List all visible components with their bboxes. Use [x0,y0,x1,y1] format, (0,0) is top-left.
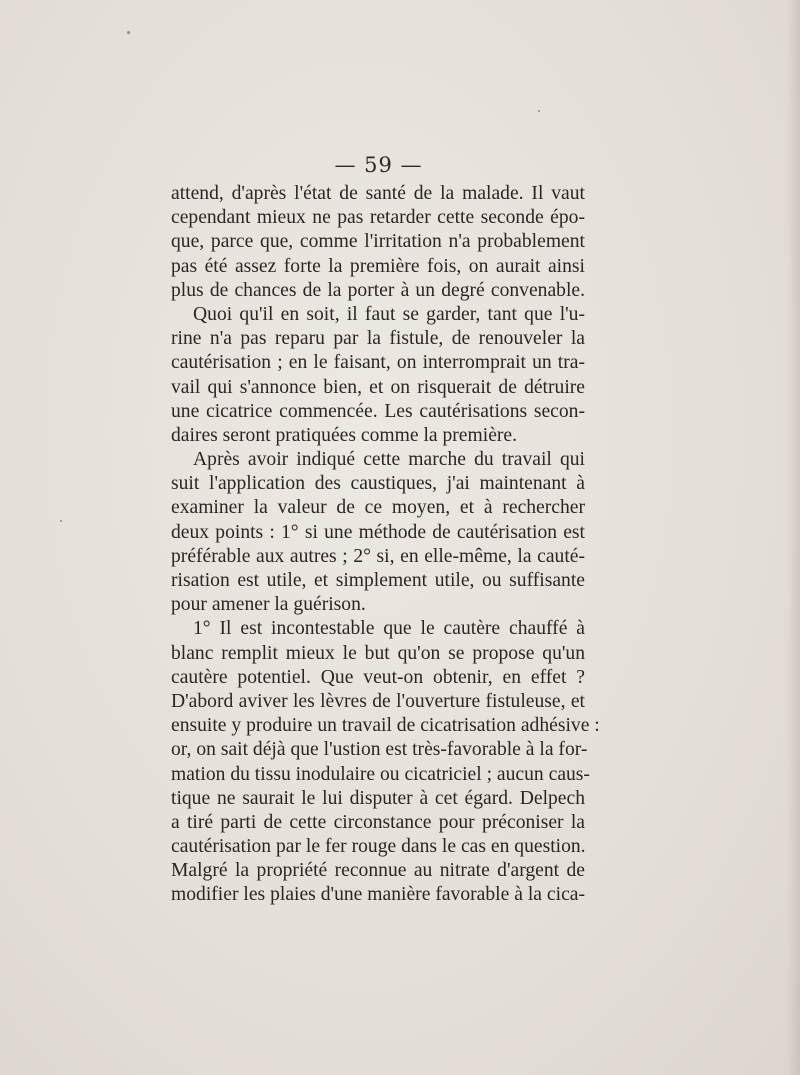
text-line: a tiré parti de cette circonstance pour préconiser la [171,811,585,833]
text-line: cautérisation ; en le faisant, on interromprait un tra- [171,352,585,374]
text-line: ensuite y produire un travail de cicatrisation adhésive : [171,715,600,737]
text-line: vail qui s'annonce bien, et on risquerait de détruire [171,376,585,398]
text-line: D'abord aviver les lèvres de l'ouverture fistuleuse, et [171,690,585,712]
text-line: tique ne saurait le lui disputer à cet égard. Delpech [171,787,585,809]
text-line: deux points : 1° si une méthode de cautérisation est [171,521,585,543]
text-line: 1° Il est incontestable que le cautère chauffé à [193,618,585,640]
text-line: examiner la valeur de ce moyen, et à rechercher [171,497,585,519]
page-number: — 59 — [334,153,423,177]
text-line: suit l'application des caustiques, j'ai maintenant à [171,473,585,495]
text-line: cautère potentiel. Que veut-on obtenir, en effet ? [171,666,585,688]
paper-speck [60,520,62,522]
text-line: pas été assez forte la première fois, on aurait ainsi [171,255,585,277]
text-line: daires seront pratiquées comme la première. [171,424,518,446]
text-line: Quoi qu'il en soit, il faut se garder, tant que l'u- [193,303,585,325]
text-line: cependant mieux ne pas retarder cette seconde épo- [171,207,585,229]
text-line: que, parce que, comme l'irritation n'a probablement [171,231,585,253]
body-text [171,182,600,908]
text-line: plus de chances de la porter à un degré convenable. [171,279,585,301]
text-line: Après avoir indiqué cette marche du travail qui [193,449,585,471]
text-line: préférable aux autres ; 2° si, en elle-même, la cauté- [171,545,585,567]
text-line: mation du tissu inodulaire ou cicatriciel ; aucun caus- [171,763,590,785]
paper-speck [127,31,130,34]
text-line: attend, d'après l'état de santé de la malade. Il vaut [171,183,585,204]
page-edge-shadow [786,0,800,1075]
text-line: blanc remplit mieux le but qu'on se propose qu'un [171,642,585,664]
text-line: cautérisation par le fer rouge dans le cas en question. [171,836,586,858]
text-line: or, on sait déjà que l'ustion est très-favorable à la for- [171,739,588,761]
paper-speck [538,110,540,112]
text-line: risation est utile, et simplement utile, ou suffisante [171,570,585,591]
text-line: rine n'a pas reparu par la fistule, de renouveler la [171,328,585,350]
text-line: une cicatrice commencée. Les cautérisations secon- [171,400,585,422]
text-line: Malgré la propriété reconnue au nitrate d'argent de [171,860,585,882]
text-line: pour amener la guérison. [171,594,366,616]
text-line: modifier les plaies d'une manière favorable à la cica- [171,884,585,906]
